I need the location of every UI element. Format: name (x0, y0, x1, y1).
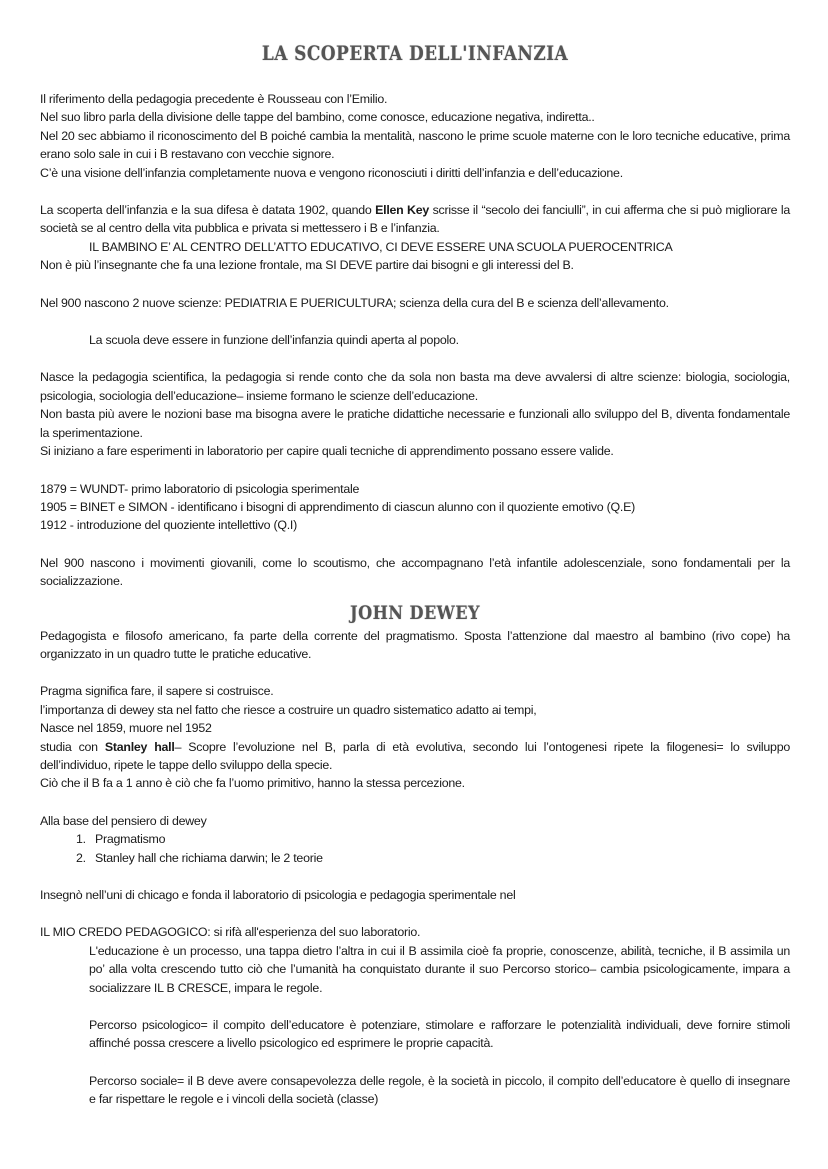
text-line: Non basta più avere le nozioni base ma bisogna avere le pratiche didattiche necessarie e funzionali allo sviluppo del B, diventa fondamentale la sperimentazione. (40, 407, 790, 440)
text-line: Nel suo libro parla della divisione delle tappe del bambino, come conosce, educazione negativa, indiretta.. (40, 110, 595, 125)
text-line: Ciò che il B fa a 1 anno è ciò che fa l’uomo primitivo, hanno la stessa percezione. (40, 776, 465, 791)
section-title: JOHN DEWEY (350, 601, 480, 624)
credo-paragraph: Percorso sociale= il B deve avere consapevolezza delle regole, è la società in piccolo, il compito dell’educatore è quello di insegnare e far rispettare le regole e i vincoli della società (classe) (89, 1073, 790, 1107)
text-line: Si iniziano a fare esperimenti in laboratorio per capire quali tecniche di apprendimento possano essere valide. (40, 444, 614, 459)
bold-name: Stanley hall (104, 739, 175, 754)
youth-paragraph: Nel 900 nascono i movimenti giovanili, come lo scoutismo, che accompagnano l’età infantile adolescenziale, sono fondamentali per la socializzazione. (40, 555, 790, 589)
text-span: studia con (40, 739, 105, 754)
credo-paragraph: L'educazione è un processo, una tappa dietro l’altra in cui il B assimila cioè fa proprie, conoscenze, abilità, tecniche, il B assimila un po’ alla volta crescendo tutto ciò che l’umanità ha conquistato durante il suo Percorso storico– cambia psicologicamente, impara a socializzare IL B CRESCE, impara le regole. (89, 943, 790, 995)
list-item: 1. Pragmatismo (89, 830, 790, 848)
credo-heading: IL MIO CREDO PEDAGOGICO: si rifà all'esperienza del suo laboratorio. (40, 925, 421, 940)
text-line: Nasce nel 1859, muore nel 1952 (40, 721, 212, 736)
text-span: La scoperta dell’infanzia e la sua difesa è datata 1902, quando (40, 203, 376, 218)
list-item: 2. Stanley hall che richiama darwin; le 2 teorie (89, 849, 790, 867)
text-line: C’è una visione dell’infanzia completamente nuova e vengono riconosciuti i diritti dell’infanzia e dell’educazione. (40, 165, 623, 180)
caps-statement: IL BAMBINO E’ AL CENTRO DELL’ATTO EDUCATIVO, CI DEVE ESSERE UNA SCUOLA PUEROCENTRICA (89, 239, 673, 254)
dewey-intro: Pedagogista e filosofo americano, fa parte della corrente del pragmatismo. Sposta l’attenzione dal maestro al bambino (rivo cope) ha organizzato in un quadro tutte le pratiche educative. (40, 628, 790, 661)
timeline (40, 480, 790, 535)
document-page (40, 38, 790, 1128)
text-line: Nasce la pedagogia scientifica, la pedagogia si rende conto che da sola non basta ma deve avvalersi di altre scienze: biologia, sociologia, psicologia, sociologia dell’educazione– insieme formano le scienze dell’educazione. (40, 370, 790, 403)
text-line (40, 201, 790, 238)
text-line: Nel 20 sec abbiamo il riconoscimento del B poiché cambia la mentalità, nascono le prime scuole materne con le loro tecniche educative, prima erano solo sale in cui i B restavano con vecchie signore. (40, 128, 790, 162)
basis-list (40, 830, 790, 867)
scientific-paragraph (40, 368, 790, 460)
intro-paragraph (40, 90, 790, 182)
text-line: Il riferimento della pedagogia precedente è Rousseau con l’Emilio. (40, 92, 388, 106)
text-line (40, 738, 790, 775)
timeline-item: 1879 = WUNDT- primo laboratorio di psicologia sperimentale (40, 481, 360, 496)
text-line: Non è più l’insegnante che fa una lezione frontale, ma SI DEVE partire dai bisogni e gli interessi del B. (40, 258, 574, 273)
text-line: Pragma significa fare, il sapere si costruisce. (40, 684, 274, 699)
school-paragraph: La scuola deve essere in funzione dell’infanzia quindi aperta al popolo. (89, 333, 459, 348)
credo-paragraph: Percorso psicologico= il compito dell’educatore è potenziare, stimolare e rafforzare le potenzialità individuali, deve fornire stimoli affinché possa crescere a livello psicologico ed esprimere le proprie capacità. (89, 1018, 790, 1051)
ellen-key-paragraph (40, 201, 790, 275)
timeline-item: 1912 - introduzione del quoziente intellettivo (Q.I) (40, 518, 297, 533)
page-title: LA SCOPERTA DELL'INFANZIA (261, 41, 569, 65)
pragma-paragraph (40, 682, 790, 792)
text-span: scrisse il “secolo dei fanciulli”, in cui afferma che si può migliorare la società se al centro della vita pubblica e privata si mettessero i B e l’infanzia. (40, 203, 790, 236)
text-span: – Scopre l’evoluzione nel B, parla di età evolutiva, secondo lui l’ontogenesi ripete la filogenesi= lo sviluppo dell’individuo, ripete le tappe dello sviluppo della specie. (40, 739, 790, 772)
basis-heading: Alla base del pensiero di dewey (40, 813, 207, 828)
text-line: l’importanza di dewey sta nel fatto che riesce a costruire un quadro sistematico adatto ai tempi, (40, 702, 537, 717)
bold-name: Ellen Key (375, 203, 430, 218)
timeline-item: 1905 = BINET e SIMON - identificano i bisogni di apprendimento di ciascun alunno con il quoziente emotivo (Q.E) (40, 499, 635, 514)
sciences-paragraph: Nel 900 nascono 2 nuove scienze: PEDIATRIA E PUERICULTURA; scienza della cura del B e scienza dell’allevamento. (40, 295, 669, 310)
chicago-paragraph: Insegnò nell’uni di chicago e fonda il laboratorio di psicologia e pedagogia sperimentale nel (40, 888, 516, 902)
